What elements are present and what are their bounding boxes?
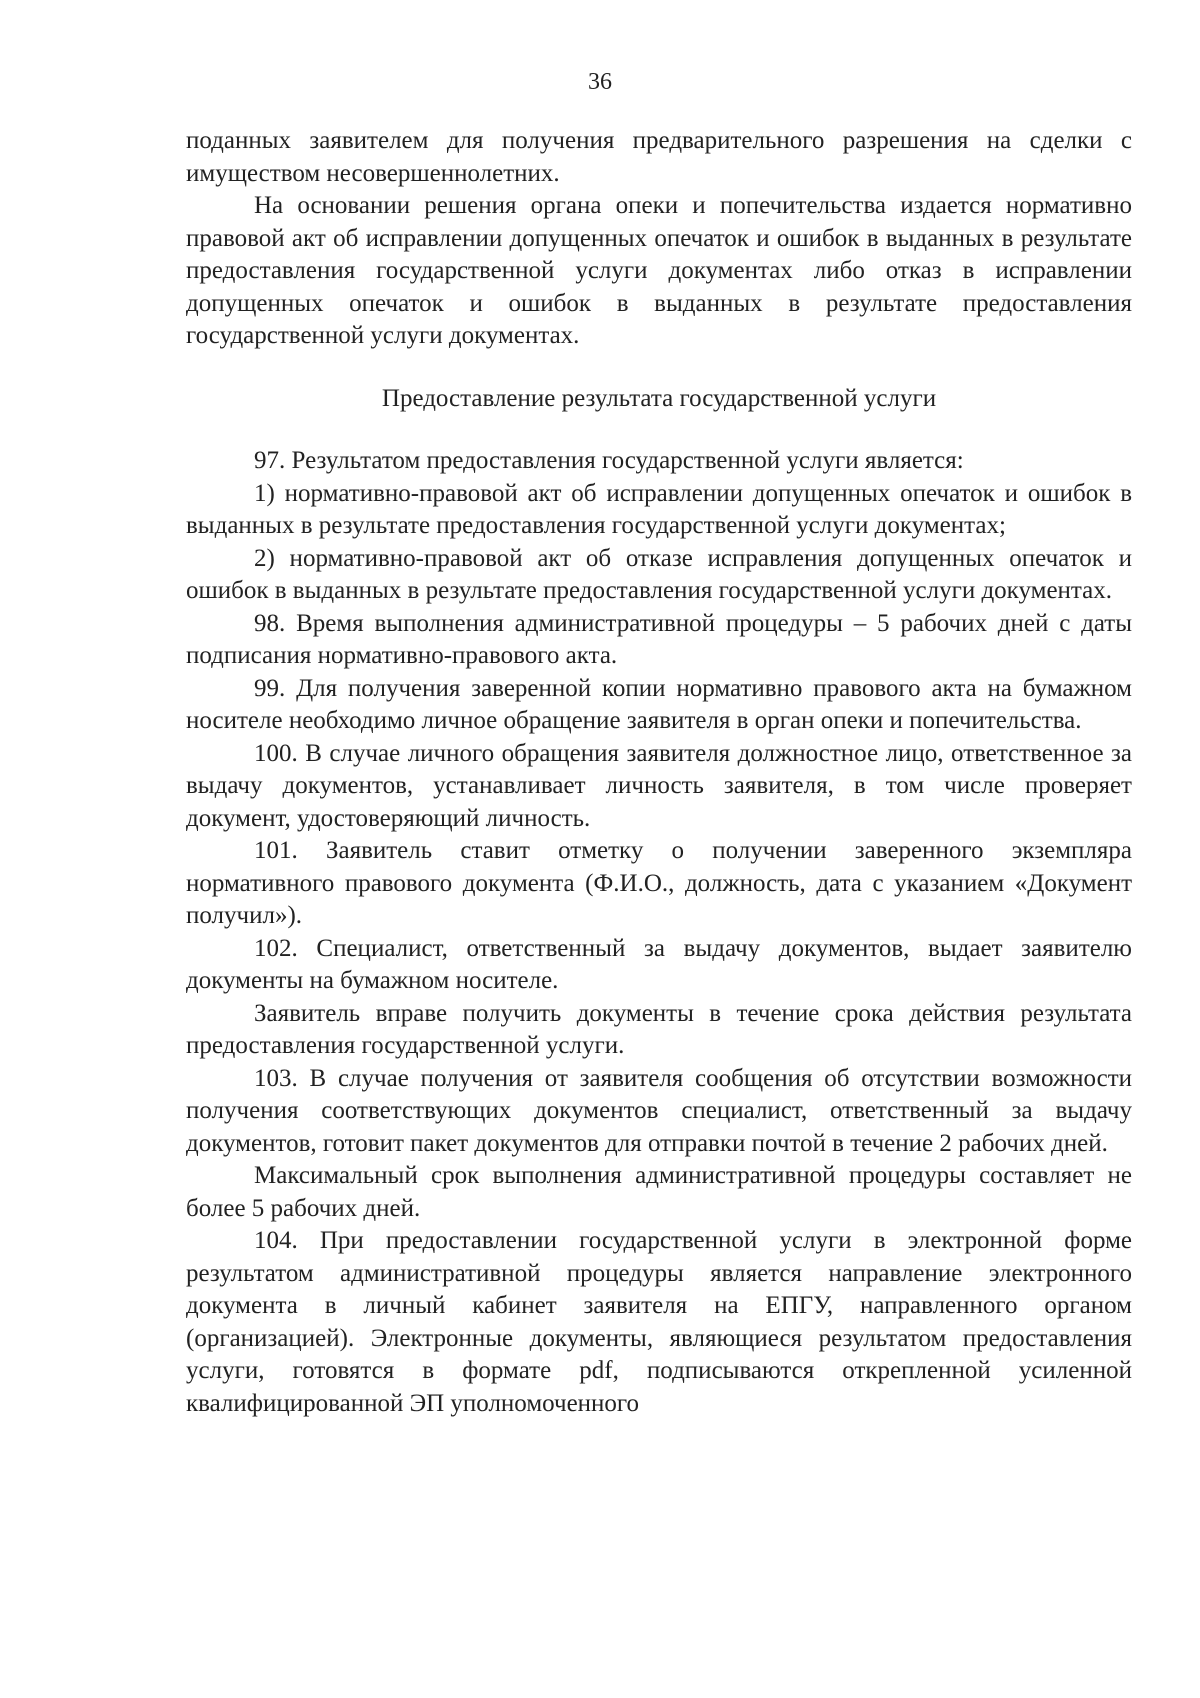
paragraph-104: 104. При предоставлении государственной услуги в электронной форме результатом административной процедуры является направление электронного документа в личный кабинет заявителя на ЕПГУ, направленного органом (организацией). Электронные документы, являющиеся результатом предоставления услуги, готовятся в формате pdf, подписываются открепленной усиленной квалифицированной ЭП уполномоченного	[186, 1227, 1132, 1417]
document-body	[186, 125, 1132, 1420]
paragraph-103: 103. В случае получения от заявителя сообщения об отсутствии возможности получения соответствующих документов специалист, ответственный за выдачу документов, готовит пакет документов для отправки почтой в течение 2 рабочих дней.	[186, 1064, 1132, 1157]
page-number: 36	[588, 69, 612, 95]
paragraph-102: 102. Специалист, ответственный за выдачу документов, выдает заявителю документы на бумажном носителе.	[186, 934, 1132, 994]
paragraph-103-note: Максимальный срок выполнения административной процедуры составляет не более 5 рабочих дней.	[186, 1162, 1132, 1222]
paragraph-97: 97. Результатом предоставления государственной услуги является:	[254, 447, 964, 474]
section-heading: Предоставление результата государственной услуги	[381, 384, 937, 412]
paragraph-98: 98. Время выполнения административной процедуры – 5 рабочих дней с даты подписания нормативно-правового акта.	[186, 609, 1132, 669]
paragraph-continuation: поданных заявителем для получения предварительного разрешения на сделки с имуществом несовершеннолетних.	[186, 127, 1132, 187]
paragraph-97-item-1: 1) нормативно-правовой акт об исправлении допущенных опечаток и ошибок в выданных в результате предоставления государственной услуги документах;	[186, 479, 1132, 539]
paragraph-correction-act: На основании решения органа опеки и попечительства издается нормативно правовой акт об исправлении допущенных опечаток и ошибок в выданных в результате предоставления государственной услуги документах либо отказ в исправлении допущенных опечаток и ошибок в выданных в результате предоставления государственной услуги документах.	[186, 192, 1132, 349]
paragraph-99: 99. Для получения заверенной копии нормативно правового акта на бумажном носителе необходимо личное обращение заявителя в орган опеки и попечительства.	[186, 674, 1132, 734]
paragraph-102-note: Заявитель вправе получить документы в течение срока действия результата предоставления государственной услуги.	[186, 999, 1132, 1059]
paragraph-100: 100. В случае личного обращения заявителя должностное лицо, ответственное за выдачу документов, устанавливает личность заявителя, в том числе проверяет документ, удостоверяющий личность.	[186, 739, 1132, 832]
paragraph-101: 101. Заявитель ставит отметку о получении заверенного экземпляра нормативного правового документа (Ф.И.О., должность, дата с указанием «Документ получил»).	[186, 837, 1132, 929]
paragraph-97-item-2: 2) нормативно-правовой акт об отказе исправления допущенных опечаток и ошибок в выданных в результате предоставления государственной услуги документах.	[186, 544, 1132, 604]
